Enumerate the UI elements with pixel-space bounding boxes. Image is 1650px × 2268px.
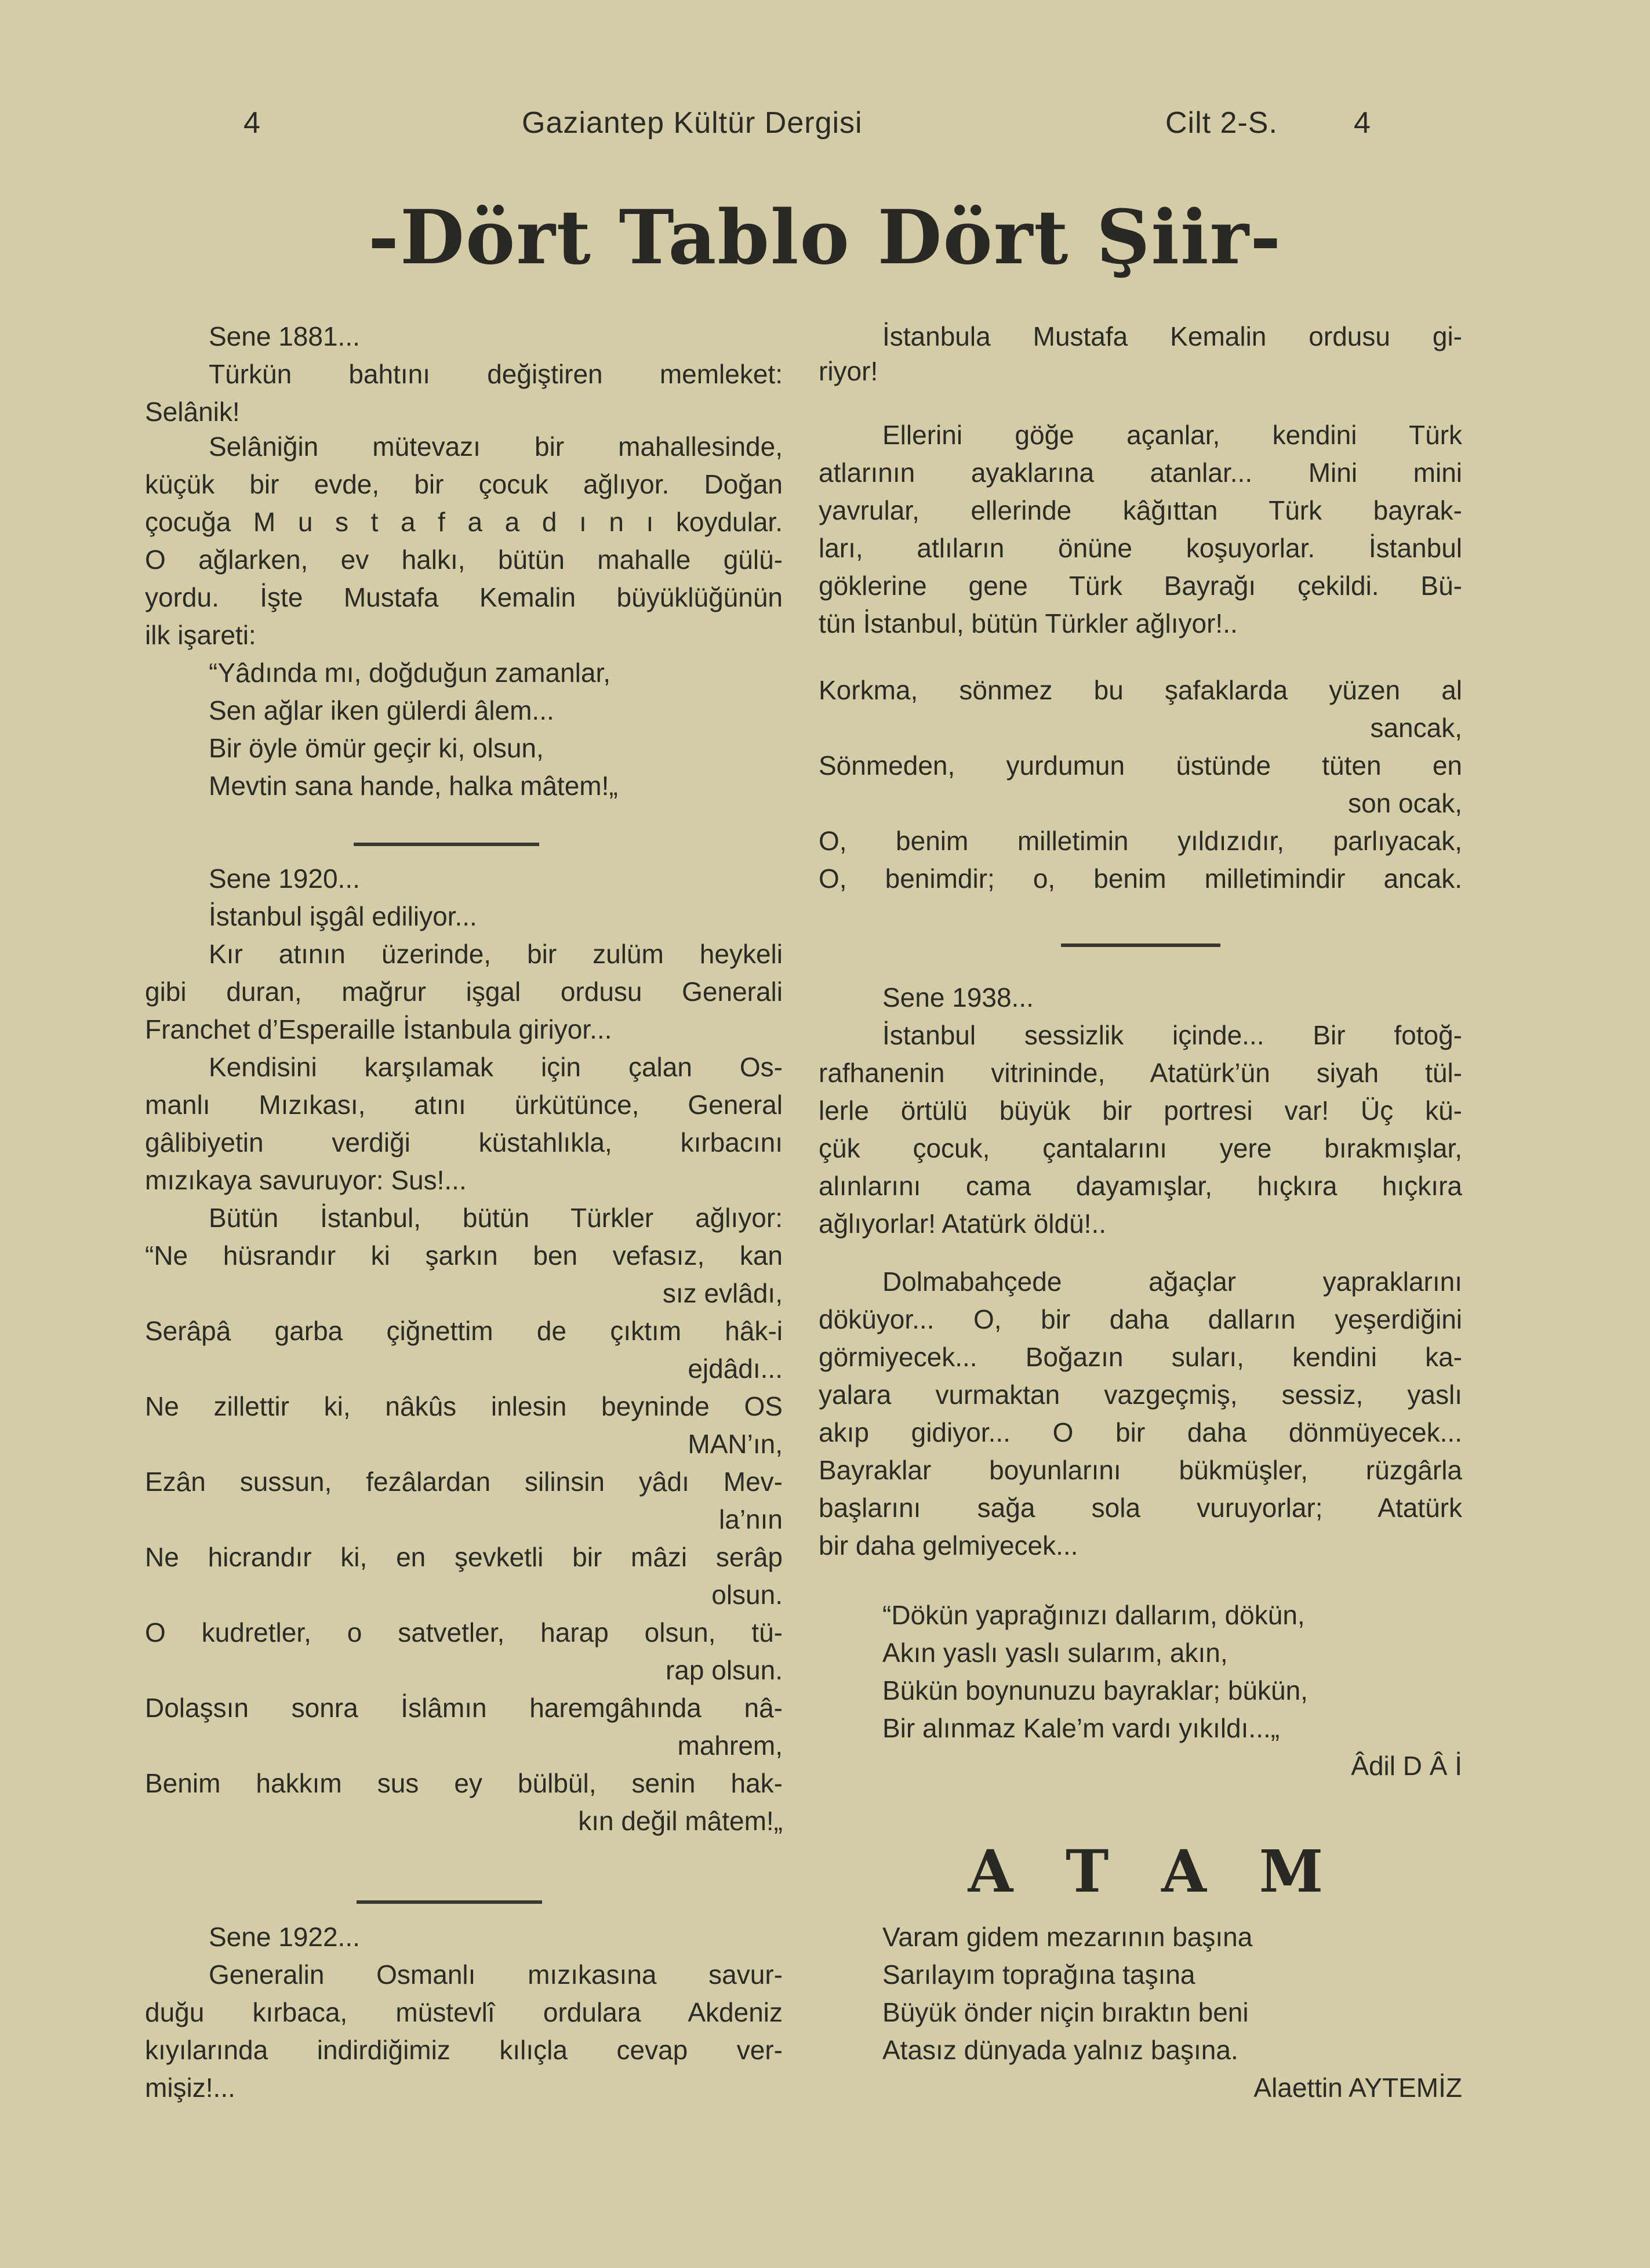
text-line: Büyük önder niçin bıraktın beni xyxy=(882,1997,1249,2027)
text-line: la’nın xyxy=(719,1504,783,1534)
section-separator xyxy=(354,843,539,846)
text-line: Sene 1881... xyxy=(209,321,360,351)
text-line: O kudretler, o satvetler, harap olsun, tü- xyxy=(145,1617,783,1648)
text-line: “Yâdında mı, doğduğun zamanlar, xyxy=(209,658,611,688)
text-line: Franchet d’Esperaille İstanbula giriyor... xyxy=(145,1014,612,1044)
page-header xyxy=(0,106,1650,152)
text-line: O ağlarken, ev halkı, bütün mahalle gülü- xyxy=(145,545,783,575)
text-line: Bükün boynunuzu bayraklar; bükün, xyxy=(882,1675,1308,1705)
journal-title: Gaziantep Kültür Dergisi xyxy=(522,106,863,140)
text-line: Bütün İstanbul, bütün Türkler ağlıyor: xyxy=(209,1203,783,1233)
text-line: Âdil D Â İ xyxy=(1351,1751,1462,1781)
text-line: Dolmabahçede ağaçlar yapraklarını xyxy=(882,1267,1462,1297)
text-line: “Dökün yaprağınızı dallarım, dökün, xyxy=(882,1600,1305,1630)
text-line: yavrular, ellerinde kâğıttan Türk bayrak- xyxy=(819,495,1462,525)
text-line: olsun. xyxy=(711,1580,783,1610)
text-line: ejdâdı... xyxy=(688,1353,783,1384)
text-line: Bir alınmaz Kale’m vardı yıkıldı...„ xyxy=(882,1713,1280,1743)
text-line: lerle örtülü büyük bir portresi var! Üç kü- xyxy=(819,1095,1462,1126)
text-line: O, benimdir; o, benim milletimindir ancak. xyxy=(819,863,1462,894)
text-line: Mevtin sana hande, halka mâtem!„ xyxy=(209,771,618,801)
text-line: İstanbul işgâl ediliyor... xyxy=(209,901,477,931)
text-line: Ne zillettir ki, nâkûs inlesin beyninde OS xyxy=(145,1391,783,1421)
text-line: mahrem, xyxy=(677,1730,783,1761)
text-line: mişiz!... xyxy=(145,2073,235,2103)
text-line: Generalin Osmanlı mızıkasına savur- xyxy=(209,1959,783,1990)
text-line: Sen ağlar iken gülerdi âlem... xyxy=(209,695,554,725)
text-line: ilk işareti: xyxy=(145,620,256,650)
text-line: küçük bir evde, bir çocuk ağlıyor. Doğan xyxy=(145,469,783,499)
text-line: akıp gidiyor... O bir daha dönmüyecek... xyxy=(819,1417,1462,1447)
text-line: Selânik! xyxy=(145,397,240,427)
text-line: MAN’ın, xyxy=(688,1429,783,1459)
section-separator xyxy=(357,1900,542,1904)
text-line: sız evlâdı, xyxy=(662,1278,783,1308)
text-line: Korkma, sönmez bu şafaklarda yüzen al xyxy=(819,675,1462,705)
text-line: İstanbul sessizlik içinde... Bir fotoğ- xyxy=(882,1020,1462,1050)
page-number-left: 4 xyxy=(243,106,261,140)
text-line: mızıkaya savuruyor: Sus!... xyxy=(145,1165,467,1195)
text-line: gibi duran, mağrur işgal ordusu Generali xyxy=(145,977,783,1007)
text-line: İstanbula Mustafa Kemalin ordusu gi- xyxy=(882,321,1462,351)
volume-issue: Cilt 2-S. xyxy=(1165,106,1278,140)
text-line: yordu. İşte Mustafa Kemalin büyüklüğünün xyxy=(145,582,783,612)
text-line: Akın yaslı yaslı sularım, akın, xyxy=(882,1638,1228,1668)
text-line: Atasız dünyada yalnız başına. xyxy=(882,2035,1238,2065)
text-line: başlarını sağa sola vuruyorlar; Atatürk xyxy=(819,1493,1462,1523)
text-line: Alaettin AYTEMİZ xyxy=(1253,2073,1462,2103)
text-line: rap olsun. xyxy=(665,1655,783,1685)
text-line: Sarılayım toprağına taşına xyxy=(882,1959,1195,1990)
text-line: gâlibiyetin verdiği küstahlıkla, kırbacını xyxy=(145,1127,783,1157)
text-line: atlarının ayaklarına atanlar... Mini mini xyxy=(819,458,1462,488)
text-line: alınlarını cama dayamışlar, hıçkıra hıçkıra xyxy=(819,1171,1462,1201)
text-line: Sene 1922... xyxy=(209,1922,360,1952)
text-line: Dolaşsın sonra İslâmın haremgâhında nâ- xyxy=(145,1693,783,1723)
text-line: Ne hicrandır ki, en şevketli bir mâzi serâp xyxy=(145,1542,783,1572)
text-line: ağlıyorlar! Atatürk öldü!.. xyxy=(819,1209,1107,1239)
text-line: çük çocuk, çantalarını yere bırakmışlar, xyxy=(819,1133,1462,1163)
text-line: Kır atının üzerinde, bir zulüm heykeli xyxy=(209,939,783,969)
text-line: Bir öyle ömür geçir ki, olsun, xyxy=(209,733,544,763)
text-line: ları, atlıların önüne koşuyorlar. İstanbul xyxy=(819,533,1462,563)
text-line: Varam gidem mezarının başına xyxy=(882,1922,1253,1952)
text-line: Sene 1938... xyxy=(882,982,1034,1013)
text-line: rafhanenin vitrininde, Atatürk’ün siyah tül- xyxy=(819,1058,1462,1088)
text-line: Sene 1920... xyxy=(209,863,360,894)
text-line: Türkün bahtını değiştiren memleket: xyxy=(209,359,783,389)
text-line: “Ne hüsrandır ki şarkın ben vefasız, kan xyxy=(145,1240,783,1271)
text-line: O, benim milletimin yıldızıdır, parlıyacak, xyxy=(819,826,1462,856)
text-line: bir daha gelmiyecek... xyxy=(819,1530,1078,1561)
text-line: Serâpâ garba çiğnettim de çıktım hâk-i xyxy=(145,1316,783,1346)
page-number-right: 4 xyxy=(1354,106,1371,140)
text-line: göklerine gene Türk Bayrağı çekildi. Bü- xyxy=(819,571,1462,601)
poem-title: A T A M xyxy=(968,1837,1328,1906)
text-line: Sönmeden, yurdumun üstünde tüten en xyxy=(819,750,1462,781)
text-line: sancak, xyxy=(1370,713,1462,743)
text-line: Benim hakkım sus ey bülbül, senin hak- xyxy=(145,1768,783,1798)
text-line: tün İstanbul, bütün Türkler ağlıyor!.. xyxy=(819,608,1238,638)
text-line: Kendisini karşılamak için çalan Os- xyxy=(209,1052,783,1082)
text-line: duğu kırbaca, müstevlî ordulara Akdeniz xyxy=(145,1997,783,2027)
article-title: -Dört Tablo Dört Şiir- xyxy=(368,194,1282,281)
text-line: kıyılarında indirdiğimiz kılıçla cevap ver- xyxy=(145,2035,783,2065)
text-line: çocuğa M u s t a f a a d ı n ı koydular. xyxy=(145,507,783,537)
text-line: Bayraklar boyunlarını bükmüşler, rüzgârla xyxy=(819,1455,1462,1485)
text-line: kın değil mâtem!„ xyxy=(578,1806,783,1836)
text-line: riyor! xyxy=(819,356,878,386)
text-line: Ezân sussun, fezâlardan silinsin yâdı Mev- xyxy=(145,1467,783,1497)
text-line: Selâniğin mütevazı bir mahallesinde, xyxy=(209,431,783,462)
section-separator xyxy=(1061,944,1220,947)
text-line: döküyor... O, bir daha dalların yeşerdiğini xyxy=(819,1304,1462,1334)
text-line: manlı Mızıkası, atını ürkütünce, General xyxy=(145,1090,783,1120)
text-line: yalara vurmaktan vazgeçmiş, sessiz, yaslı xyxy=(819,1380,1462,1410)
text-line: görmiyecek... Boğazın suları, kendini ka- xyxy=(819,1342,1462,1372)
text-line: Ellerini göğe açanlar, kendini Türk xyxy=(882,420,1462,450)
text-line: son ocak, xyxy=(1348,788,1462,818)
